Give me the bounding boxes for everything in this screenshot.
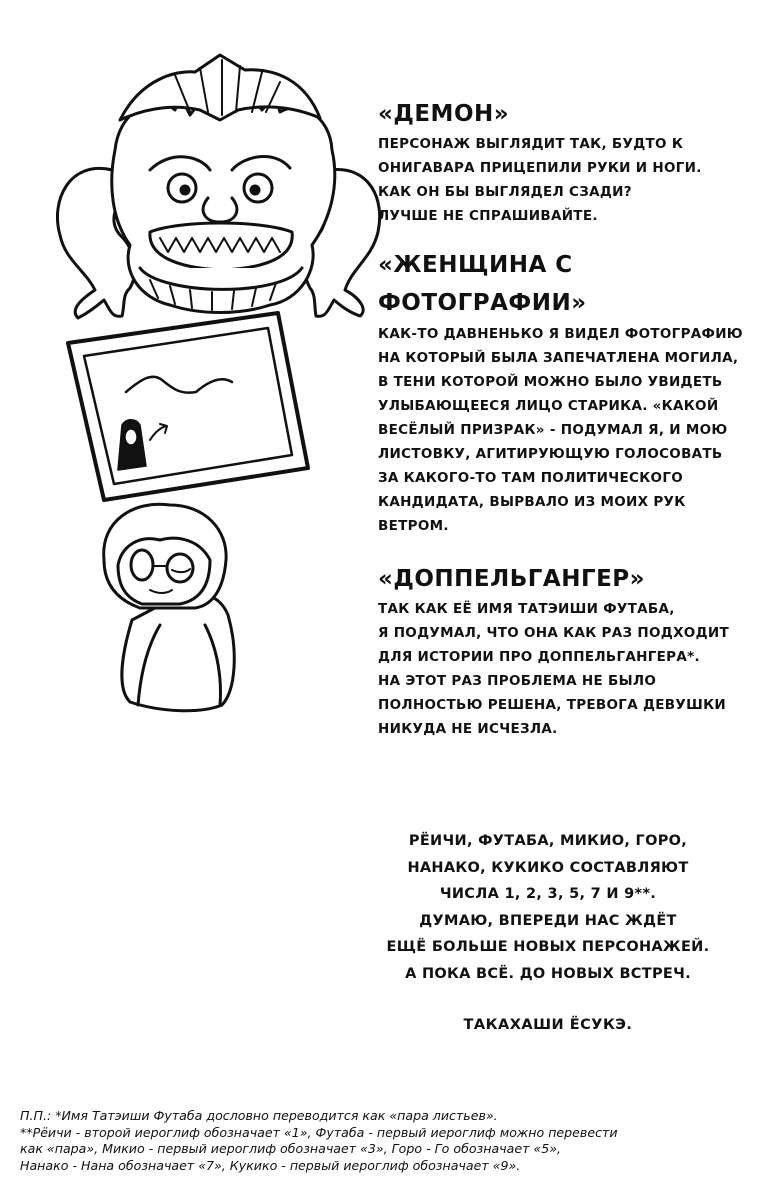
entry-line: ОНИГАВАРА ПРИЦЕПИЛИ РУКИ И НОГИ. [378, 160, 702, 176]
entry-line: НИКУДА НЕ ИСЧЕЗЛА. [378, 721, 558, 737]
afterword-line: ДУМАЮ, ВПЕРЕДИ НАС ЖДЁТ [419, 912, 677, 929]
entry-line: Я ПОДУМАЛ, ЧТО ОНА КАК РАЗ ПОДХОДИТ [378, 625, 730, 641]
entry-line: ВЕТРОМ. [378, 518, 449, 534]
afterword-line: А ПОКА ВСЁ. ДО НОВЫХ ВСТРЕЧ. [405, 965, 691, 982]
entry-title: «ДОППЕЛЬГАНГЕР» [378, 566, 646, 592]
photo-drawing [68, 313, 308, 500]
entry-body [378, 322, 768, 538]
note-line: Нанако - Нана обозначает «7», Кукико - первый иероглиф обозначает «9». [20, 1157, 521, 1173]
entry-body [378, 132, 768, 228]
entry-line: НА КОТОРЫЙ БЫЛА ЗАПЕЧАТЛЕНА МОГИЛА, [378, 350, 739, 366]
entry-line: ЛУЧШЕ НЕ СПРАШИВАЙТЕ. [378, 208, 598, 224]
demon-drawing [57, 55, 379, 318]
afterword-line: ЧИСЛА 1, 2, 3, 5, 7 И 9**. [439, 886, 657, 902]
translator-notes [20, 1108, 765, 1174]
entry-title: «ДЕМОН» [378, 101, 510, 127]
entry-line: УЛЫБАЮЩЕЕСЯ ЛИЦО СТАРИКА. «КАКОЙ [378, 398, 719, 414]
entry-photo-woman [378, 246, 768, 538]
afterword-line: РЁИЧИ, ФУТАБА, МИКИО, ГОРО, [408, 833, 688, 849]
entry-line: НА ЭТОТ РАЗ ПРОБЛЕМА НЕ БЫЛО [378, 673, 657, 689]
note-line: как «пара», Микио - первый иероглиф обозначает «3», Горо - Го обозначает «5», [20, 1141, 561, 1156]
entry-doppelganger [378, 561, 768, 741]
entry-title-line: «ЖЕНЩИНА С [378, 252, 573, 278]
entry-title [378, 246, 768, 322]
afterword-line: НАНАКО, КУКИКО СОСТАВЛЯЮТ [407, 859, 689, 876]
entry-line: КАК ОН БЫ ВЫГЛЯДЕЛ СЗАДИ? [378, 184, 632, 200]
entry-line: ВЕСЁЛЫЙ ПРИЗРАК» - ПОДУМАЛ Я, И МОЮ [378, 422, 728, 438]
note-line: П.П.: *Имя Татэиши Футаба дословно переводится как «пара листьев». [20, 1108, 498, 1123]
entry-body [378, 597, 768, 741]
entry-line: ДЛЯ ИСТОРИИ ПРО ДОППЕЛЬГАНГЕРА*. [378, 649, 700, 665]
author-signature: ТАКАХАШИ ЁСУКЭ. [463, 1017, 633, 1033]
entry-line: ТАК КАК ЕЁ ИМЯ ТАТЭИШИ ФУТАБА, [378, 601, 675, 617]
girl-drawing [104, 504, 235, 711]
entry-line: ЗА КАКОГО-ТО ТАМ ПОЛИТИЧЕСКОГО [378, 470, 684, 486]
entry-line: ПОЛНОСТЬЮ РЕШЕНА, ТРЕВОГА ДЕВУШКИ [378, 697, 726, 713]
entry-line: ПЕРСОНАЖ ВЫГЛЯДИТ ТАК, БУДТО К [378, 136, 684, 152]
entry-line: В ТЕНИ КОТОРОЙ МОЖНО БЫЛО УВИДЕТЬ [378, 374, 723, 390]
entry-line: КАНДИДАТА, ВЫРВАЛО ИЗ МОИХ РУК [378, 494, 686, 510]
afterword [362, 828, 734, 987]
entry-title-line: ФОТОГРАФИИ» [378, 290, 587, 316]
note-line: **Рёичи - второй иероглиф обозначает «1», Футаба - первый иероглиф можно перевести [20, 1124, 618, 1140]
entry-demon [378, 96, 768, 228]
entry-line: КАК-ТО ДАВНЕНЬКО Я ВИДЕЛ ФОТОГРАФИЮ [378, 326, 743, 342]
afterword-line: ЕЩЁ БОЛЬШЕ НОВЫХ ПЕРСОНАЖЕЙ. [386, 939, 710, 955]
entry-line: ЛИСТОВКУ, АГИТИРУЮЩУЮ ГОЛОСОВАТЬ [378, 446, 723, 462]
